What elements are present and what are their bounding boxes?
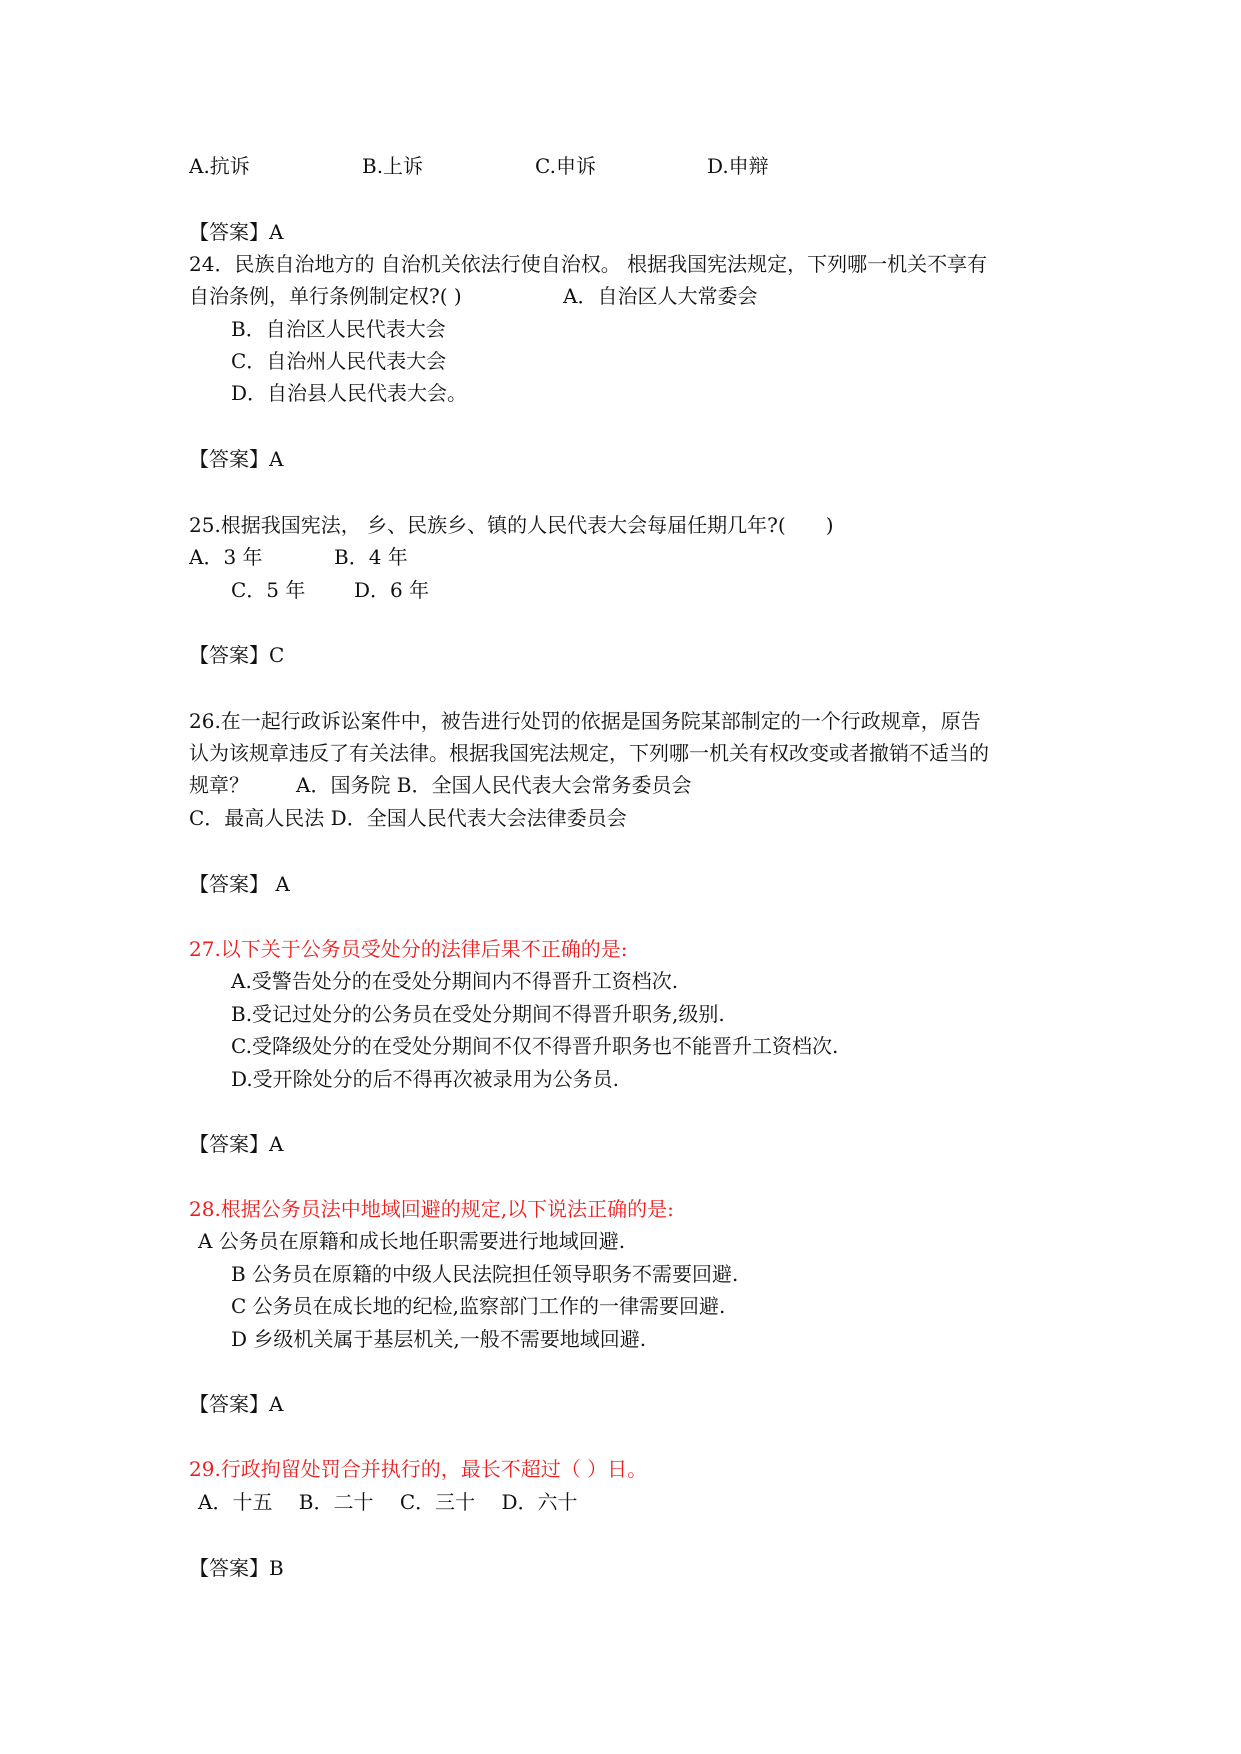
q24-option-d: D．自治县人民代表大会。 (231, 381, 468, 405)
q27-option-a: A.受警告处分的在受处分期间内不得晋升工资档次. (231, 969, 679, 993)
q25-answer: 【答案】C (189, 643, 285, 667)
q24-answer: 【答案】A (189, 447, 284, 471)
q26-question-line3: 规章？ (189, 773, 249, 797)
q26-question-line2: 认为该规章违反了有关法律。根据我国宪法规定，下列哪一机关有权改变或者撤销不适当的 (189, 741, 989, 765)
q23-answer: 【答案】A (189, 220, 284, 244)
q28-option-a: A 公务员在原籍和成长地任职需要进行地域回避. (198, 1229, 626, 1253)
q25-option-b: B．4 年 (334, 545, 408, 569)
q29-question-line1: 29.行政拘留处罚合并执行的，最长不超过（ ）日。 (189, 1457, 648, 1481)
q26-question-line1: 26.在一起行政诉讼案件中，被告进行处罚的依据是国务院某部制定的一个行政规章，原告 (189, 709, 981, 733)
q25-question-line1: 25.根据我国宪法， 乡、民族乡、镇的人民代表大会每届任期几年?( ) (189, 513, 834, 537)
q27-option-d: D.受开除处分的后不得再次被录用为公务员. (231, 1067, 620, 1091)
q28-answer: 【答案】A (189, 1392, 284, 1416)
q29-options: A．十五 B．二十 C．三十 D．六十 (198, 1490, 578, 1514)
q26-options-ab: A．国务院 B．全国人民代表大会常务委员会 (296, 773, 692, 797)
q23-option-a: A.抗诉 (189, 154, 250, 178)
q28-option-d: D 乡级机关属于基层机关,一般不需要地域回避. (231, 1327, 647, 1351)
q27-question-line1: 27.以下关于公务员受处分的法律后果不正确的是: (189, 937, 628, 961)
q27-answer: 【答案】A (189, 1132, 284, 1156)
q24-option-c: C．自治州人民代表大会 (231, 349, 447, 373)
q25-option-d: D．6 年 (354, 578, 430, 602)
q24-option-a: A．自治区人大常委会 (563, 284, 758, 308)
q28-option-b: B 公务员在原籍的中级人民法院担任领导职务不需要回避. (231, 1262, 739, 1286)
q23-option-c: C.申诉 (535, 154, 596, 178)
q25-option-c: C．5 年 (231, 578, 306, 602)
q23-option-b: B.上诉 (362, 154, 424, 178)
q23-option-d: D.申辩 (707, 154, 769, 178)
q26-options-cd: C．最高人民法 D．全国人民代表大会法律委员会 (189, 806, 627, 830)
q24-option-b: B．自治区人民代表大会 (231, 317, 446, 341)
q27-option-c: C.受降级处分的在受处分期间不仅不得晋升职务也不能晋升工资档次. (231, 1034, 839, 1058)
q29-answer: 【答案】B (189, 1556, 284, 1580)
q28-option-c: C 公务员在成长地的纪检,监察部门工作的一律需要回避. (231, 1294, 726, 1318)
q24-question-line1: 24．民族自治地方的 自治机关依法行使自治权。 根据我国宪法规定，下列哪一机关不享有 (189, 252, 988, 276)
q28-question-line1: 28.根据公务员法中地域回避的规定,以下说法正确的是: (189, 1197, 674, 1221)
q27-option-b: B.受记过处分的公务员在受处分期间不得晋升职务,级别. (231, 1002, 725, 1026)
q24-question-line2: 自治条例，单行条例制定权?( ) (189, 284, 462, 308)
q25-option-a: A．3 年 (189, 545, 263, 569)
q26-answer: 【答案】 A (189, 872, 290, 896)
